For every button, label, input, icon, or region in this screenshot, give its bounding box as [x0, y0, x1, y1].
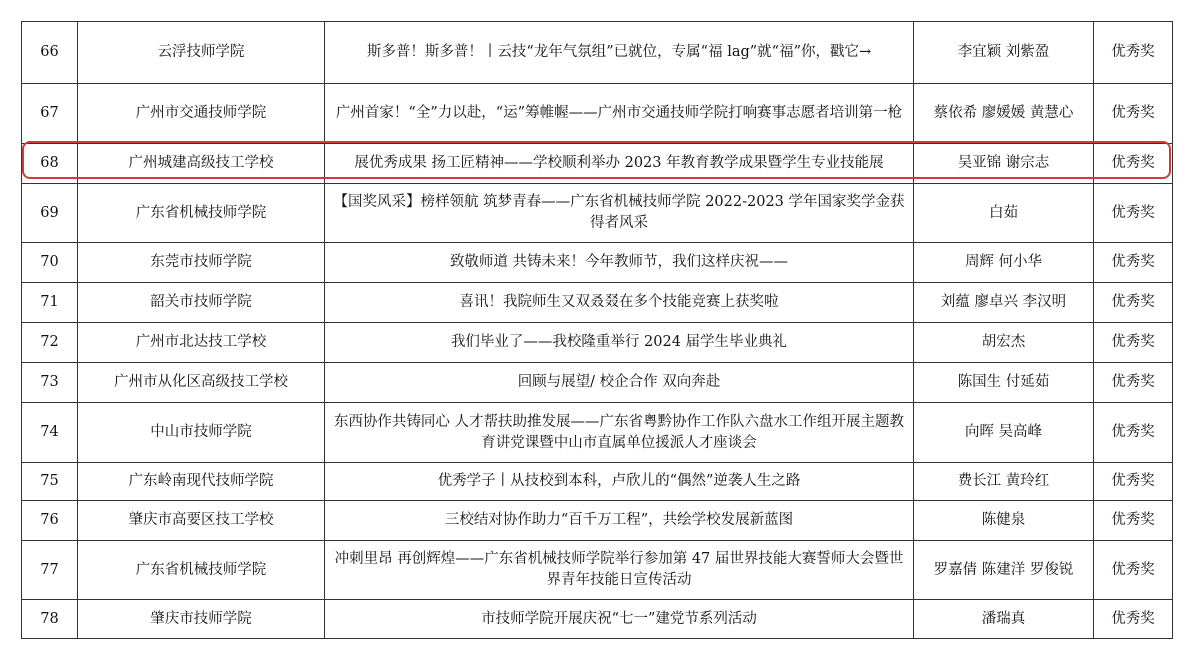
table-row — [22, 22, 1173, 84]
school-name: 广州城建高级技工学校 — [78, 144, 325, 184]
table-row — [22, 144, 1173, 184]
authors: 胡宏杰 — [914, 323, 1094, 363]
award-level: 优秀奖 — [1094, 501, 1173, 541]
row-number: 73 — [22, 363, 78, 403]
table-row — [22, 363, 1173, 403]
award-level: 优秀奖 — [1094, 84, 1173, 144]
row-number: 74 — [22, 403, 78, 463]
row-number: 67 — [22, 84, 78, 144]
award-level: 优秀奖 — [1094, 403, 1173, 463]
row-number: 72 — [22, 323, 78, 363]
row-number: 76 — [22, 501, 78, 541]
row-number: 66 — [22, 22, 78, 84]
award-level: 优秀奖 — [1094, 144, 1173, 184]
row-number: 70 — [22, 243, 78, 283]
row-number: 68 — [22, 144, 78, 184]
work-title: 喜讯！我院师生又双叒叕在多个技能竞赛上获奖啦 — [325, 283, 914, 323]
row-number: 69 — [22, 184, 78, 243]
authors: 吴亚锦 谢宗志 — [914, 144, 1094, 184]
authors: 陈国生 付延茹 — [914, 363, 1094, 403]
school-name: 广东省机械技师学院 — [78, 541, 325, 600]
row-number: 78 — [22, 600, 78, 639]
work-title: 我们毕业了——我校隆重举行 2024 届学生毕业典礼 — [325, 323, 914, 363]
school-name: 中山市技师学院 — [78, 403, 325, 463]
work-title: 广州首家！“全”力以赴，“运”筹帷幄——广州市交通技师学院打响赛事志愿者培训第一枪 — [325, 84, 914, 144]
award-level: 优秀奖 — [1094, 323, 1173, 363]
award-level: 优秀奖 — [1094, 600, 1173, 639]
authors: 费长江 黄玲红 — [914, 463, 1094, 501]
school-name: 广东省机械技师学院 — [78, 184, 325, 243]
award-table — [21, 21, 1173, 639]
table-row — [22, 463, 1173, 501]
school-name: 韶关市技师学院 — [78, 283, 325, 323]
row-number: 75 — [22, 463, 78, 501]
school-name: 广州市从化区高级技工学校 — [78, 363, 325, 403]
table-row — [22, 243, 1173, 283]
work-title: 市技师学院开展庆祝“七一”建党节系列活动 — [325, 600, 914, 639]
work-title: 东西协作共铸同心 人才帮扶助推发展——广东省粤黔协作工作队六盘水工作组开展主题教育讲党课暨中山市直属单位援派人才座谈会 — [325, 403, 914, 463]
table-row — [22, 283, 1173, 323]
row-number: 71 — [22, 283, 78, 323]
work-title: 回顾与展望/ 校企合作 双向奔赴 — [325, 363, 914, 403]
school-name: 广州市北达技工学校 — [78, 323, 325, 363]
school-name: 东莞市技师学院 — [78, 243, 325, 283]
table-row — [22, 403, 1173, 463]
authors: 刘蕴 廖卓兴 李汉明 — [914, 283, 1094, 323]
table-row — [22, 84, 1173, 144]
work-title: 致敬师道 共铸未来！今年教师节，我们这样庆祝—— — [325, 243, 914, 283]
authors: 罗嘉倩 陈建洋 罗俊锐 — [914, 541, 1094, 600]
award-level: 优秀奖 — [1094, 541, 1173, 600]
authors: 向晖 吴高峰 — [914, 403, 1094, 463]
work-title: 斯多普！斯多普！丨云技“龙年气氛组”已就位，专属“福 lag”就“福”你，戳它→ — [325, 22, 914, 84]
table-row — [22, 541, 1173, 600]
table-row — [22, 600, 1173, 639]
table-row — [22, 323, 1173, 363]
authors: 陈健泉 — [914, 501, 1094, 541]
award-level: 优秀奖 — [1094, 22, 1173, 84]
row-number: 77 — [22, 541, 78, 600]
work-title: 优秀学子丨从技校到本科，卢欣儿的“偶然”逆袭人生之路 — [325, 463, 914, 501]
work-title: 【国奖风采】榜样领航 筑梦青春——广东省机械技师学院 2022-2023 学年国家奖学金获得者风采 — [325, 184, 914, 243]
school-name: 肇庆市高要区技工学校 — [78, 501, 325, 541]
work-title: 三校结对协作助力“百千万工程”，共绘学校发展新蓝图 — [325, 501, 914, 541]
award-level: 优秀奖 — [1094, 463, 1173, 501]
school-name: 广东岭南现代技师学院 — [78, 463, 325, 501]
award-level: 优秀奖 — [1094, 243, 1173, 283]
award-level: 优秀奖 — [1094, 363, 1173, 403]
table-row — [22, 184, 1173, 243]
work-title: 冲刺里昂 再创辉煌——广东省机械技师学院举行参加第 47 届世界技能大赛誓师大会暨世界青年技能日宣传活动 — [325, 541, 914, 600]
school-name: 肇庆市技师学院 — [78, 600, 325, 639]
authors: 白茹 — [914, 184, 1094, 243]
award-level: 优秀奖 — [1094, 184, 1173, 243]
work-title: 展优秀成果 扬工匠精神——学校顺利举办 2023 年教育教学成果暨学生专业技能展 — [325, 144, 914, 184]
school-name: 广州市交通技师学院 — [78, 84, 325, 144]
table-row — [22, 501, 1173, 541]
school-name: 云浮技师学院 — [78, 22, 325, 84]
authors: 李宜颖 刘紫盈 — [914, 22, 1094, 84]
authors: 蔡依希 廖媛媛 黄慧心 — [914, 84, 1094, 144]
award-level: 优秀奖 — [1094, 283, 1173, 323]
authors: 潘瑞真 — [914, 600, 1094, 639]
authors: 周辉 何小华 — [914, 243, 1094, 283]
